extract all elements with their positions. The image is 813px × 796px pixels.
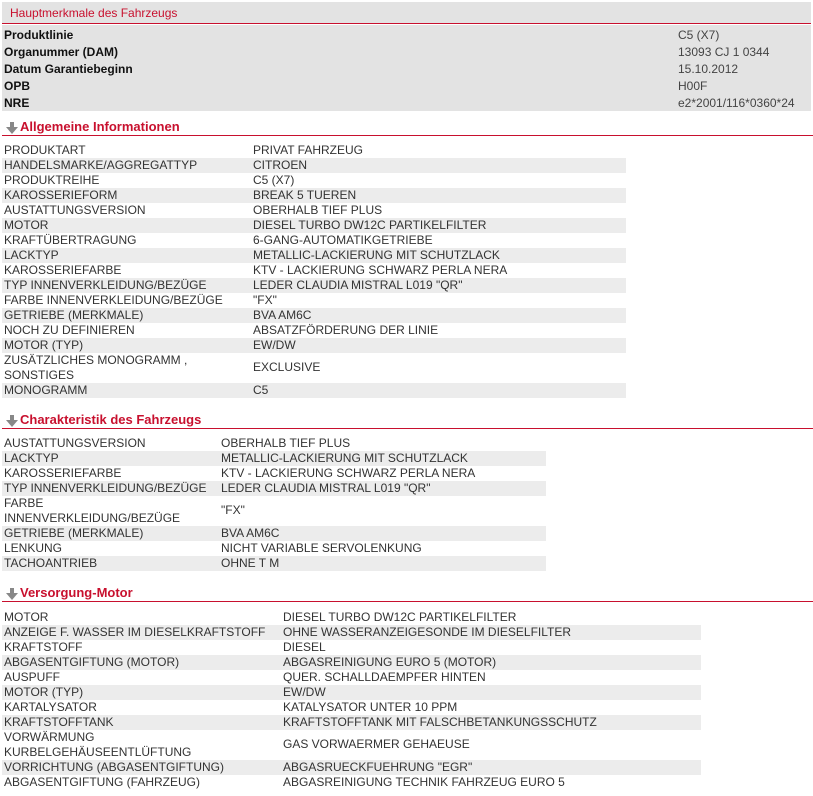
table-row [2,188,626,203]
table-row [2,263,626,278]
arrow-down-icon [5,121,19,135]
row-value: DIESEL TURBO DW12C PARTIKELFILTER [283,610,517,624]
header-value: e2*2001/116*0360*24 [678,96,795,110]
arrow-down-icon [5,414,19,428]
table-row [2,481,546,496]
row-key: ZUSÄTZLICHES MONOGRAMM , SONSTIGES [4,353,188,382]
row-key: VORRICHTUNG (ABGASENTGIFTUNG) [4,760,225,774]
row-key: MOTOR (TYP) [4,685,84,699]
table-row [2,451,546,466]
table-row [2,466,546,481]
table-row [2,158,626,173]
row-key: PRODUKTREIHE [4,173,100,187]
table-row [2,203,626,218]
row-value: BVA AM6C [253,308,312,322]
row-key: AUSPUFF [4,670,61,684]
header-value: H00F [678,79,708,93]
row-value: KTV - LACKIERUNG SCHWARZ PERLA NERA [221,466,476,480]
row-key: TYP INNENVERKLEIDUNG/BEZÜGE [4,481,207,495]
row-value: KATALYSATOR UNTER 10 PPM [283,700,458,714]
row-key: FARBE INNENVERKLEIDUNG/BEZÜGE [4,496,181,525]
row-value: OHNE WASSERANZEIGESONDE IM DIESELFILTER [283,625,572,639]
header-value: 15.10.2012 [678,62,739,76]
row-value: EW/DW [253,338,296,352]
table-row [2,775,701,790]
table-row [2,760,701,775]
row-value: OBERHALB TIEF PLUS [253,203,383,217]
row-key: TACHOANTRIEB [4,556,98,570]
table-row [2,173,626,188]
row-key: KARTALYSATOR [4,700,97,714]
table-row [2,383,626,398]
section-title-text: Versorgung-Motor [20,585,133,600]
row-key: NOCH ZU DEFINIEREN [4,323,135,337]
header-row [2,95,811,112]
row-value: OHNE T M [221,556,280,570]
row-value: KTV - LACKIERUNG SCHWARZ PERLA NERA [253,263,508,277]
row-key: MONOGRAMM [4,383,88,397]
table-row [2,610,701,625]
header-value: C5 (X7) [678,28,720,42]
row-key: AUSTATTUNGSVERSION [4,436,146,450]
header-key: OPB [4,79,31,93]
section-title-text: Charakteristik des Fahrzeugs [20,412,202,427]
row-value: 6-GANG-AUTOMATIKGETRIEBE [253,233,433,247]
row-value: METALLIC-LACKIERUNG MIT SCHUTZLACK [253,248,500,262]
row-key: ANZEIGE F. WASSER IM DIESELKRAFTSTOFF [4,625,266,639]
table-row [2,700,701,715]
row-value: C5 [253,383,269,397]
row-value: BVA AM6C [221,526,280,540]
table-row [2,640,701,655]
row-key: GETRIEBE (MERKMALE) [4,308,144,322]
table-row [2,526,546,541]
row-value: EW/DW [283,685,326,699]
section-title-engine-supply[interactable] [2,585,813,602]
vehicle-main-features-title [2,2,811,24]
row-key: KRAFTSTOFFTANK [4,715,114,729]
row-key: KRAFTÜBERTRAGUNG [4,233,137,247]
row-value: LEDER CLAUDIA MISTRAL L019 "QR" [221,481,431,495]
section-title-text: Allgemeine Informationen [20,119,180,134]
table-row [2,308,626,323]
header-row [2,27,811,44]
section-title-vehicle-characteristics[interactable] [2,412,813,429]
vehicle-main-features-title-text: Hauptmerkmale des Fahrzeugs [10,6,178,20]
table-row [2,353,626,383]
table-row [2,338,626,353]
table-row [2,685,701,700]
table-row [2,233,626,248]
row-value: QUER. SCHALLDAEMPFER HINTEN [283,670,486,684]
row-key: MOTOR (TYP) [4,338,84,352]
row-value: "FX" [221,503,245,517]
row-key: HANDELSMARKE/AGGREGATTYP [4,158,198,172]
row-key: KAROSSERIEFORM [4,188,118,202]
table-row [2,436,546,451]
table-row [2,323,626,338]
row-key: TYP INNENVERKLEIDUNG/BEZÜGE [4,278,207,292]
table-row [2,278,626,293]
row-key: LACKTYP [4,451,59,465]
header-key: Organummer (DAM) [4,45,119,59]
header-row [2,44,811,61]
arrow-down-icon [5,587,19,601]
row-value: PRIVAT FAHRZEUG [253,143,364,157]
row-key: GETRIEBE (MERKMALE) [4,526,144,540]
row-key: KAROSSERIEFARBE [4,263,122,277]
row-key: MOTOR [4,610,49,624]
table-row [2,556,546,571]
row-value: OBERHALB TIEF PLUS [221,436,351,450]
table-row [2,496,546,526]
header-value: 13093 CJ 1 0344 [678,45,770,59]
section-title-general-info[interactable] [2,119,813,136]
table-row [2,218,626,233]
row-value: ABGASRUECKFUEHRUNG "EGR" [283,760,473,774]
header-key: Produktlinie [4,28,74,42]
table-row [2,715,701,730]
row-key: FARBE INNENVERKLEIDUNG/BEZÜGE [4,293,223,307]
row-value: ABSATZFÖRDERUNG DER LINIE [253,323,439,337]
row-value: DIESEL [283,640,326,654]
row-key: KAROSSERIEFARBE [4,466,122,480]
row-value: CITROEN [253,158,307,172]
row-key: AUSTATTUNGSVERSION [4,203,146,217]
table-row [2,143,626,158]
row-value: METALLIC-LACKIERUNG MIT SCHUTZLACK [221,451,468,465]
row-value: BREAK 5 TUEREN [253,188,357,202]
row-key: ABGASENTGIFTUNG (MOTOR) [4,655,180,669]
table-row [2,670,701,685]
vehicle-main-features-panel [2,25,811,111]
row-value: "FX" [253,293,277,307]
row-key: ABGASENTGIFTUNG (FAHRZEUG) [4,775,201,789]
row-key: MOTOR [4,218,49,232]
row-key: LACKTYP [4,248,59,262]
row-key: KRAFTSTOFF [4,640,83,654]
header-row [2,78,811,95]
row-value: ABGASREINIGUNG EURO 5 (MOTOR) [283,655,497,669]
table-row [2,625,701,640]
row-value: LEDER CLAUDIA MISTRAL L019 "QR" [253,278,463,292]
table-row [2,730,701,760]
row-value: ABGASREINIGUNG TECHNIK FAHRZEUG EURO 5 [283,775,565,789]
row-value: GAS VORWAERMER GEHAEUSE [283,737,470,751]
row-key: VORWÄRMUNG KURBELGEHÄUSEENTLÜFTUNG [4,730,192,759]
table-row [2,541,546,556]
row-key: LENKUNG [4,541,63,555]
row-value: NICHT VARIABLE SERVOLENKUNG [221,541,422,555]
row-value: KRAFTSTOFFTANK MIT FALSCHBETANKUNGSSCHUTZ [283,715,597,729]
row-value: C5 (X7) [253,173,295,187]
header-key: Datum Garantiebeginn [4,62,133,76]
row-value: EXCLUSIVE [253,360,321,374]
table-row [2,655,701,670]
row-value: DIESEL TURBO DW12C PARTIKELFILTER [253,218,487,232]
row-key: PRODUKTART [4,143,86,157]
header-key: NRE [4,96,30,110]
table-row [2,293,626,308]
table-row [2,248,626,263]
header-row [2,61,811,78]
